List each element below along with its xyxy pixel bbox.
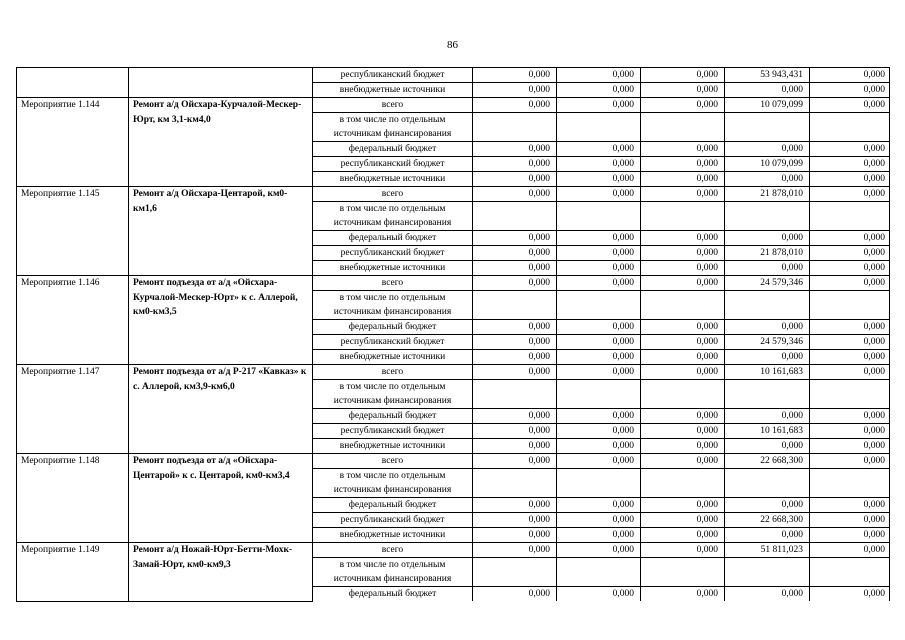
value-cell: 0,000	[725, 231, 810, 246]
empty-value-cell	[473, 113, 557, 142]
empty-value-cell	[641, 202, 725, 231]
value-cell: 0,000	[557, 439, 641, 454]
value-cell: 0,000	[810, 335, 890, 350]
funding-source-cell: в том числе по отдельным источникам финансирования	[313, 469, 473, 498]
funding-source-cell: республиканский бюджет	[313, 246, 473, 261]
value-cell: 0,000	[810, 543, 890, 558]
value-cell: 0,000	[725, 498, 810, 513]
activity-label-cell: Мероприятие 1.149	[17, 543, 129, 602]
funding-source-cell: в том числе по отдельным источникам финансирования	[313, 380, 473, 409]
table-row	[17, 98, 890, 113]
empty-value-cell	[810, 558, 890, 587]
value-cell: 0,000	[473, 335, 557, 350]
funding-source-cell: всего	[313, 276, 473, 291]
value-cell: 0,000	[557, 98, 641, 113]
value-cell: 0,000	[557, 157, 641, 172]
value-cell: 0,000	[725, 350, 810, 365]
funding-source-cell: федеральный бюджет	[313, 587, 473, 602]
funding-source-cell: всего	[313, 187, 473, 202]
value-cell: 10 161,683	[725, 365, 810, 380]
value-cell: 0,000	[641, 261, 725, 276]
funding-source-cell: всего	[313, 543, 473, 558]
value-cell: 0,000	[810, 528, 890, 543]
value-cell: 0,000	[810, 83, 890, 98]
value-cell: 0,000	[557, 187, 641, 202]
activity-name-cell: Ремонт а/д Ойсхара-Центарой, км0-км1,6	[129, 187, 313, 276]
funding-source-cell: республиканский бюджет	[313, 513, 473, 528]
value-cell: 0,000	[641, 335, 725, 350]
value-cell: 0,000	[473, 350, 557, 365]
value-cell: 0,000	[473, 543, 557, 558]
funding-source-cell: республиканский бюджет	[313, 68, 473, 83]
table-row	[17, 365, 890, 380]
value-cell: 10 079,099	[725, 98, 810, 113]
value-cell: 0,000	[810, 276, 890, 291]
table-row	[17, 543, 890, 558]
value-cell: 0,000	[473, 98, 557, 113]
value-cell: 0,000	[557, 365, 641, 380]
value-cell: 0,000	[557, 320, 641, 335]
value-cell: 0,000	[641, 365, 725, 380]
value-cell: 0,000	[641, 187, 725, 202]
empty-value-cell	[641, 113, 725, 142]
empty-value-cell	[725, 380, 810, 409]
empty-value-cell	[557, 291, 641, 320]
value-cell: 0,000	[810, 320, 890, 335]
value-cell: 0,000	[810, 350, 890, 365]
activity-name-cell	[129, 68, 313, 98]
value-cell: 0,000	[557, 528, 641, 543]
activity-label-cell	[17, 68, 129, 98]
value-cell: 0,000	[473, 513, 557, 528]
value-cell: 0,000	[641, 513, 725, 528]
value-cell: 0,000	[473, 187, 557, 202]
value-cell: 0,000	[557, 350, 641, 365]
value-cell: 0,000	[473, 454, 557, 469]
activity-label-cell: Мероприятие 1.147	[17, 365, 129, 454]
value-cell: 0,000	[557, 587, 641, 602]
value-cell: 0,000	[557, 83, 641, 98]
funding-source-cell: в том числе по отдельным источникам финансирования	[313, 558, 473, 587]
value-cell: 0,000	[641, 543, 725, 558]
value-cell: 0,000	[473, 409, 557, 424]
value-cell: 22 668,300	[725, 454, 810, 469]
value-cell: 0,000	[725, 528, 810, 543]
empty-value-cell	[810, 291, 890, 320]
value-cell: 0,000	[557, 68, 641, 83]
value-cell: 0,000	[473, 424, 557, 439]
value-cell: 0,000	[641, 83, 725, 98]
budget-table	[16, 67, 890, 602]
empty-value-cell	[641, 558, 725, 587]
activity-name-cell: Ремонт а/д Ойсхара-Курчалой-Мескер-Юрт, км 3,1-км4,0	[129, 98, 313, 187]
value-cell: 0,000	[810, 439, 890, 454]
value-cell: 0,000	[473, 157, 557, 172]
empty-value-cell	[725, 469, 810, 498]
value-cell: 0,000	[641, 409, 725, 424]
empty-value-cell	[473, 202, 557, 231]
value-cell: 0,000	[641, 424, 725, 439]
activity-name-cell: Ремонт подъезда от а/д «Ойсхара-Центарой» к с. Центарой, км0-км3,4	[129, 454, 313, 543]
value-cell: 0,000	[810, 365, 890, 380]
value-cell: 0,000	[557, 276, 641, 291]
empty-value-cell	[557, 469, 641, 498]
table-body	[17, 68, 890, 602]
value-cell: 0,000	[641, 98, 725, 113]
empty-value-cell	[810, 380, 890, 409]
table-row	[17, 187, 890, 202]
value-cell: 0,000	[725, 587, 810, 602]
funding-source-cell: внебюджетные источники	[313, 528, 473, 543]
funding-source-cell: внебюджетные источники	[313, 439, 473, 454]
value-cell: 0,000	[810, 142, 890, 157]
value-cell: 0,000	[473, 246, 557, 261]
value-cell: 10 079,099	[725, 157, 810, 172]
value-cell: 0,000	[641, 276, 725, 291]
value-cell: 0,000	[641, 439, 725, 454]
value-cell: 0,000	[641, 231, 725, 246]
value-cell: 0,000	[557, 142, 641, 157]
value-cell: 0,000	[641, 172, 725, 187]
value-cell: 0,000	[810, 261, 890, 276]
empty-value-cell	[641, 291, 725, 320]
value-cell: 0,000	[557, 498, 641, 513]
value-cell: 24 579,346	[725, 276, 810, 291]
funding-source-cell: республиканский бюджет	[313, 335, 473, 350]
funding-source-cell: федеральный бюджет	[313, 142, 473, 157]
value-cell: 0,000	[557, 246, 641, 261]
value-cell: 0,000	[557, 513, 641, 528]
value-cell: 0,000	[725, 83, 810, 98]
activity-name-cell: Ремонт а/д Ножай-Юрт-Бетти-Мохк-Замай-Юрт, км0-км9,3	[129, 543, 313, 602]
table-row	[17, 276, 890, 291]
funding-source-cell: федеральный бюджет	[313, 498, 473, 513]
empty-value-cell	[725, 202, 810, 231]
empty-value-cell	[557, 380, 641, 409]
value-cell: 0,000	[473, 439, 557, 454]
empty-value-cell	[810, 113, 890, 142]
funding-source-cell: федеральный бюджет	[313, 231, 473, 246]
value-cell: 0,000	[473, 528, 557, 543]
funding-source-cell: внебюджетные источники	[313, 350, 473, 365]
funding-source-cell: в том числе по отдельным источникам финансирования	[313, 291, 473, 320]
value-cell: 0,000	[557, 335, 641, 350]
value-cell: 0,000	[641, 320, 725, 335]
value-cell: 0,000	[810, 454, 890, 469]
value-cell: 21 878,010	[725, 187, 810, 202]
value-cell: 0,000	[810, 172, 890, 187]
value-cell: 0,000	[641, 587, 725, 602]
empty-value-cell	[641, 469, 725, 498]
activity-label-cell: Мероприятие 1.146	[17, 276, 129, 365]
value-cell: 0,000	[810, 409, 890, 424]
value-cell: 0,000	[810, 68, 890, 83]
value-cell: 0,000	[810, 513, 890, 528]
value-cell: 0,000	[557, 261, 641, 276]
empty-value-cell	[725, 558, 810, 587]
value-cell: 0,000	[810, 157, 890, 172]
empty-value-cell	[725, 291, 810, 320]
value-cell: 0,000	[557, 424, 641, 439]
funding-source-cell: всего	[313, 98, 473, 113]
value-cell: 0,000	[725, 142, 810, 157]
value-cell: 0,000	[473, 365, 557, 380]
value-cell: 0,000	[725, 320, 810, 335]
value-cell: 0,000	[641, 454, 725, 469]
value-cell: 0,000	[810, 424, 890, 439]
page-number: 86	[447, 39, 458, 51]
funding-source-cell: внебюджетные источники	[313, 172, 473, 187]
value-cell: 0,000	[473, 172, 557, 187]
value-cell: 0,000	[557, 454, 641, 469]
value-cell: 0,000	[810, 498, 890, 513]
empty-value-cell	[810, 202, 890, 231]
value-cell: 0,000	[725, 409, 810, 424]
value-cell: 0,000	[557, 409, 641, 424]
value-cell: 0,000	[473, 587, 557, 602]
value-cell: 0,000	[810, 231, 890, 246]
funding-source-cell: федеральный бюджет	[313, 320, 473, 335]
value-cell: 0,000	[810, 98, 890, 113]
empty-value-cell	[473, 558, 557, 587]
value-cell: 0,000	[641, 68, 725, 83]
activity-name-cell: Ремонт подъезда от а/д «Ойсхара-Курчалой-Мескер-Юрт» к с. Аллерой, км0-км3,5	[129, 276, 313, 365]
value-cell: 0,000	[725, 439, 810, 454]
value-cell: 0,000	[473, 83, 557, 98]
funding-source-cell: республиканский бюджет	[313, 157, 473, 172]
empty-value-cell	[473, 291, 557, 320]
value-cell: 0,000	[810, 187, 890, 202]
funding-source-cell: внебюджетные источники	[313, 261, 473, 276]
funding-source-cell: в том числе по отдельным источникам финансирования	[313, 202, 473, 231]
value-cell: 0,000	[725, 172, 810, 187]
value-cell: 53 943,431	[725, 68, 810, 83]
value-cell: 10 161,683	[725, 424, 810, 439]
value-cell: 0,000	[473, 261, 557, 276]
activity-label-cell: Мероприятие 1.148	[17, 454, 129, 543]
value-cell: 0,000	[473, 498, 557, 513]
value-cell: 0,000	[725, 261, 810, 276]
value-cell: 0,000	[641, 498, 725, 513]
activity-label-cell: Мероприятие 1.144	[17, 98, 129, 187]
activity-name-cell: Ремонт подъезда от а/д Р-217 «Кавказ» к с. Аллерой, км3,9-км6,0	[129, 365, 313, 454]
table-row	[17, 68, 890, 83]
value-cell: 0,000	[641, 528, 725, 543]
empty-value-cell	[641, 380, 725, 409]
value-cell: 0,000	[641, 157, 725, 172]
value-cell: 0,000	[473, 320, 557, 335]
value-cell: 0,000	[641, 350, 725, 365]
empty-value-cell	[473, 469, 557, 498]
empty-value-cell	[473, 380, 557, 409]
empty-value-cell	[557, 558, 641, 587]
value-cell: 21 878,010	[725, 246, 810, 261]
funding-source-cell: всего	[313, 454, 473, 469]
value-cell: 24 579,346	[725, 335, 810, 350]
table-row	[17, 454, 890, 469]
funding-source-cell: федеральный бюджет	[313, 409, 473, 424]
funding-source-cell: внебюджетные источники	[313, 83, 473, 98]
value-cell: 0,000	[810, 246, 890, 261]
funding-source-cell: в том числе по отдельным источникам финансирования	[313, 113, 473, 142]
empty-value-cell	[557, 202, 641, 231]
empty-value-cell	[725, 113, 810, 142]
value-cell: 51 811,023	[725, 543, 810, 558]
value-cell: 22 668,300	[725, 513, 810, 528]
value-cell: 0,000	[473, 276, 557, 291]
value-cell: 0,000	[557, 172, 641, 187]
empty-value-cell	[810, 469, 890, 498]
value-cell: 0,000	[473, 231, 557, 246]
value-cell: 0,000	[641, 142, 725, 157]
value-cell: 0,000	[810, 587, 890, 602]
activity-label-cell: Мероприятие 1.145	[17, 187, 129, 276]
value-cell: 0,000	[473, 142, 557, 157]
value-cell: 0,000	[557, 543, 641, 558]
empty-value-cell	[557, 113, 641, 142]
value-cell: 0,000	[557, 231, 641, 246]
value-cell: 0,000	[473, 68, 557, 83]
funding-source-cell: республиканский бюджет	[313, 424, 473, 439]
value-cell: 0,000	[641, 246, 725, 261]
funding-source-cell: всего	[313, 365, 473, 380]
